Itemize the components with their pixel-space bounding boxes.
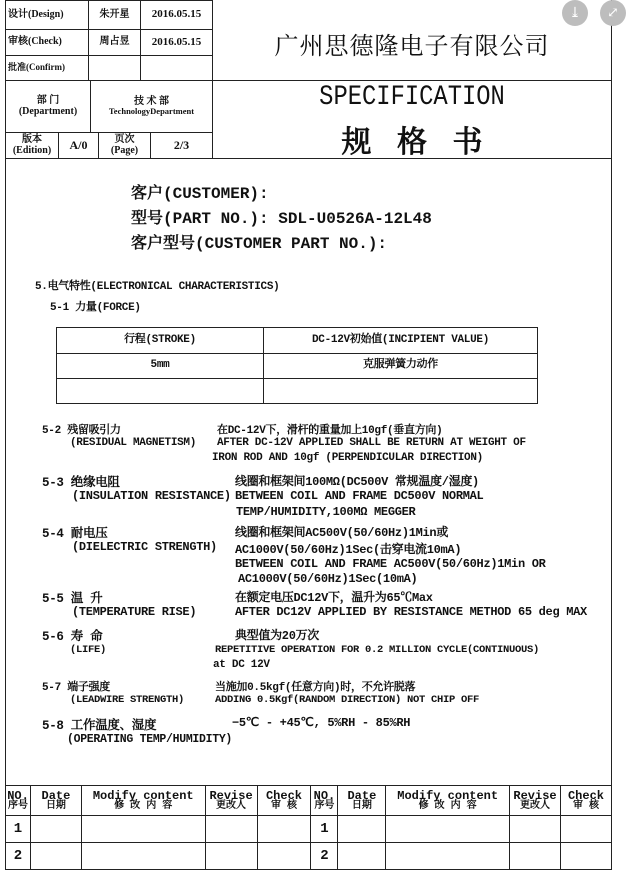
cell xyxy=(561,843,612,870)
spec-5-2-cn: 5-2 残留吸引力 xyxy=(42,425,121,437)
cell xyxy=(510,816,561,843)
spec-5-4-line: AC1000V(50/60Hz)1Sec(10mA) xyxy=(238,572,418,586)
force-empty-cell xyxy=(263,378,538,404)
spec-5-8-line: −5℃ - +45℃, 5%RH - 85%RH xyxy=(232,716,411,730)
spec-5-6-line: at DC 12V xyxy=(213,659,270,671)
cell xyxy=(81,843,205,870)
cell xyxy=(386,816,510,843)
confirm-date xyxy=(140,55,213,81)
page-label-cn: 页次 xyxy=(114,134,135,145)
page-value: 2/3 xyxy=(150,132,213,159)
revision-header-row xyxy=(6,786,612,816)
spec-5-4-en: (DIELECTRIC STRENGTH) xyxy=(72,540,217,554)
part-number: 型号(PART NO.): SDL-U0526A-12L48 xyxy=(131,210,432,228)
header-check xyxy=(561,786,612,816)
header-revise xyxy=(205,786,257,816)
header-date-en: Date xyxy=(41,788,71,803)
cell xyxy=(510,843,561,870)
department-label-cn: 部 门 xyxy=(36,95,60,106)
header-revise-cn: 更改人 xyxy=(520,800,551,812)
expand-icon[interactable]: ⤢ xyxy=(600,0,626,26)
table-row xyxy=(6,816,612,843)
header-check-cn: 审 核 xyxy=(572,800,599,812)
header-revise-en: Revise xyxy=(513,788,557,803)
force-title: 5-1 力量(FORCE) xyxy=(50,302,141,314)
check-date: 2016.05.15 xyxy=(140,29,213,56)
revision-table xyxy=(5,785,612,870)
cell xyxy=(386,843,510,870)
spec-5-2-en: (RESIDUAL MAGNETISM) xyxy=(70,437,197,449)
design-name: 朱开星 xyxy=(88,0,141,30)
cell xyxy=(205,843,257,870)
row-number: 1 xyxy=(6,816,31,843)
spec-5-8-cn: 5-8 工作温度、湿度 xyxy=(42,719,157,733)
table-row xyxy=(6,843,612,870)
spec-5-3-en: (INSULATION RESISTANCE) xyxy=(72,489,231,503)
cell xyxy=(338,816,386,843)
department-value xyxy=(90,80,213,133)
header-date xyxy=(30,786,81,816)
cell xyxy=(257,843,311,870)
force-header-stroke: 行程(STROKE) xyxy=(56,327,264,354)
cell xyxy=(81,816,205,843)
spec-5-6-cn: 5-6 寿 命 xyxy=(42,630,103,644)
department-label xyxy=(5,80,91,133)
spec-5-4-cn: 5-4 耐电压 xyxy=(42,527,108,541)
header-check-cn: 审 核 xyxy=(270,800,297,812)
company-name: 广州思德隆电子有限公司 xyxy=(274,34,550,60)
spec-5-2-line: IRON ROD AND 10gf (PERPENDICULAR DIRECTION) xyxy=(212,452,483,464)
spec-5-3-line: 线圈和框架间100MΩ(DC500V 常规温度/湿度) xyxy=(235,475,479,489)
design-date: 2016.05.15 xyxy=(140,0,213,30)
customer-part-label: 客户型号(CUSTOMER PART NO.): xyxy=(131,235,388,253)
header-date-en: Date xyxy=(347,788,377,803)
spec-5-3-cn: 5-3 绝缘电阻 xyxy=(42,476,120,490)
spec-5-2-line: 在DC-12V下，滑杆的重量加上10gf(垂直方向) xyxy=(217,425,443,437)
department-label-en: (Department) xyxy=(18,105,78,117)
header-check-en: Check xyxy=(567,788,604,803)
spec-5-5-line: 在额定电压DC12V下，温升为65℃Max xyxy=(235,591,433,605)
department-value-cn: 技 术 部 xyxy=(134,95,169,107)
cell xyxy=(30,816,81,843)
header-date xyxy=(338,786,386,816)
spec-5-2-line: AFTER DC-12V APPLIED SHALL BE RETURN AT WEIGHT OF xyxy=(217,437,526,449)
spec-5-7-line: ADDING 0.5Kgf(RANDOM DIRECTION) NOT CHIP OFF xyxy=(215,694,480,706)
spec-5-6-line: REPETITIVE OPERATION FOR 0.2 MILLION CYCLE(CONTINUOUS) xyxy=(215,644,540,656)
header-revise xyxy=(510,786,561,816)
header-no-en: NO. xyxy=(313,788,336,803)
force-incipient-value: 克服弹簧力动作 xyxy=(263,353,538,379)
force-empty-cell xyxy=(56,378,264,404)
spec-title-cn: 规 格 书 xyxy=(341,126,483,159)
spec-5-5-cn: 5-5 温 升 xyxy=(42,592,103,606)
header-no-cn: 序号 xyxy=(7,800,28,812)
header-modify-cn: 修 改 内 容 xyxy=(114,800,173,812)
force-stroke-value: 5mm xyxy=(56,353,264,379)
department-value-en: TechnologyDepartment xyxy=(108,106,195,117)
header-check xyxy=(257,786,311,816)
check-label: 审核(Check) xyxy=(5,29,89,56)
edition-value: A/0 xyxy=(58,132,99,159)
header-date-cn: 日期 xyxy=(351,800,372,812)
design-label: 设计(Design) xyxy=(5,0,89,30)
row-number: 2 xyxy=(6,843,31,870)
header-no-cn: 序号 xyxy=(314,800,335,812)
spec-5-4-line: 线圈和框架间AC500V(50/60Hz)1Min或 xyxy=(235,526,449,540)
check-name: 周占昱 xyxy=(88,29,141,56)
page-label-en: (Page) xyxy=(110,144,139,156)
customer-label: 客户(CUSTOMER): xyxy=(131,185,269,203)
header-no-en: NO. xyxy=(7,788,29,803)
spec-5-7-line: 当施加0.5kgf(任意方向)时，不允许脱落 xyxy=(215,682,416,694)
header-modify-en: Modify content xyxy=(92,788,194,803)
cell xyxy=(30,843,81,870)
header-revise-en: Revise xyxy=(209,788,253,803)
header-revise-cn: 更改人 xyxy=(216,800,247,812)
cell xyxy=(561,816,612,843)
confirm-label: 批准(Confirm) xyxy=(5,55,89,81)
header-modify xyxy=(386,786,510,816)
cell xyxy=(338,843,386,870)
spec-5-4-line: BETWEEN COIL AND FRAME AC500V(50/60Hz)1Min OR xyxy=(235,557,546,571)
spec-5-5-en: (TEMPERATURE RISE) xyxy=(72,605,197,619)
row-number: 2 xyxy=(311,843,338,870)
spec-5-4-line: AC1000V(50/60Hz)1Sec(击穿电流10mA) xyxy=(235,543,462,557)
header-modify-en: Modify content xyxy=(397,788,499,803)
header-title-divider xyxy=(212,80,612,81)
spec-5-6-en: (LIFE) xyxy=(70,644,107,656)
force-header-incipient: DC-12V初始值(INCIPIENT VALUE) xyxy=(263,327,538,354)
header-no xyxy=(6,786,31,816)
header-check-en: Check xyxy=(265,788,302,803)
spec-5-3-line: TEMP/HUMIDITY,100MΩ MEGGER xyxy=(236,505,416,519)
header-modify xyxy=(81,786,205,816)
spec-5-7-cn: 5-7 端子强度 xyxy=(42,682,111,694)
confirm-name xyxy=(88,55,141,81)
cell xyxy=(205,816,257,843)
spec-title-en: SPECIFICATION xyxy=(319,82,505,113)
spec-5-8-en: (OPERATING TEMP/HUMIDITY) xyxy=(67,733,233,746)
spec-5-6-line: 典型值为20万次 xyxy=(235,629,320,643)
row-number: 1 xyxy=(311,816,338,843)
header-date-cn: 日期 xyxy=(45,800,66,812)
edition-label xyxy=(5,132,59,159)
spec-5-3-line: BETWEEN COIL AND FRAME DC500V NORMAL xyxy=(235,489,484,503)
header-no xyxy=(311,786,338,816)
section-title: 5.电气特性(ELECTRONICAL CHARACTERISTICS) xyxy=(35,281,280,293)
edition-label-en: (Edition) xyxy=(12,144,52,156)
page-label xyxy=(98,132,151,159)
edition-label-cn: 版本 xyxy=(22,134,42,145)
download-icon[interactable]: ⤓ xyxy=(562,0,588,26)
spec-5-5-line: AFTER DC12V APPLIED BY RESISTANCE METHOD 65 deg MAX xyxy=(235,605,587,619)
spec-5-7-en: (LEADWIRE STRENGTH) xyxy=(70,694,185,706)
cell xyxy=(257,816,311,843)
header-modify-cn: 修 改 内 容 xyxy=(418,800,477,812)
